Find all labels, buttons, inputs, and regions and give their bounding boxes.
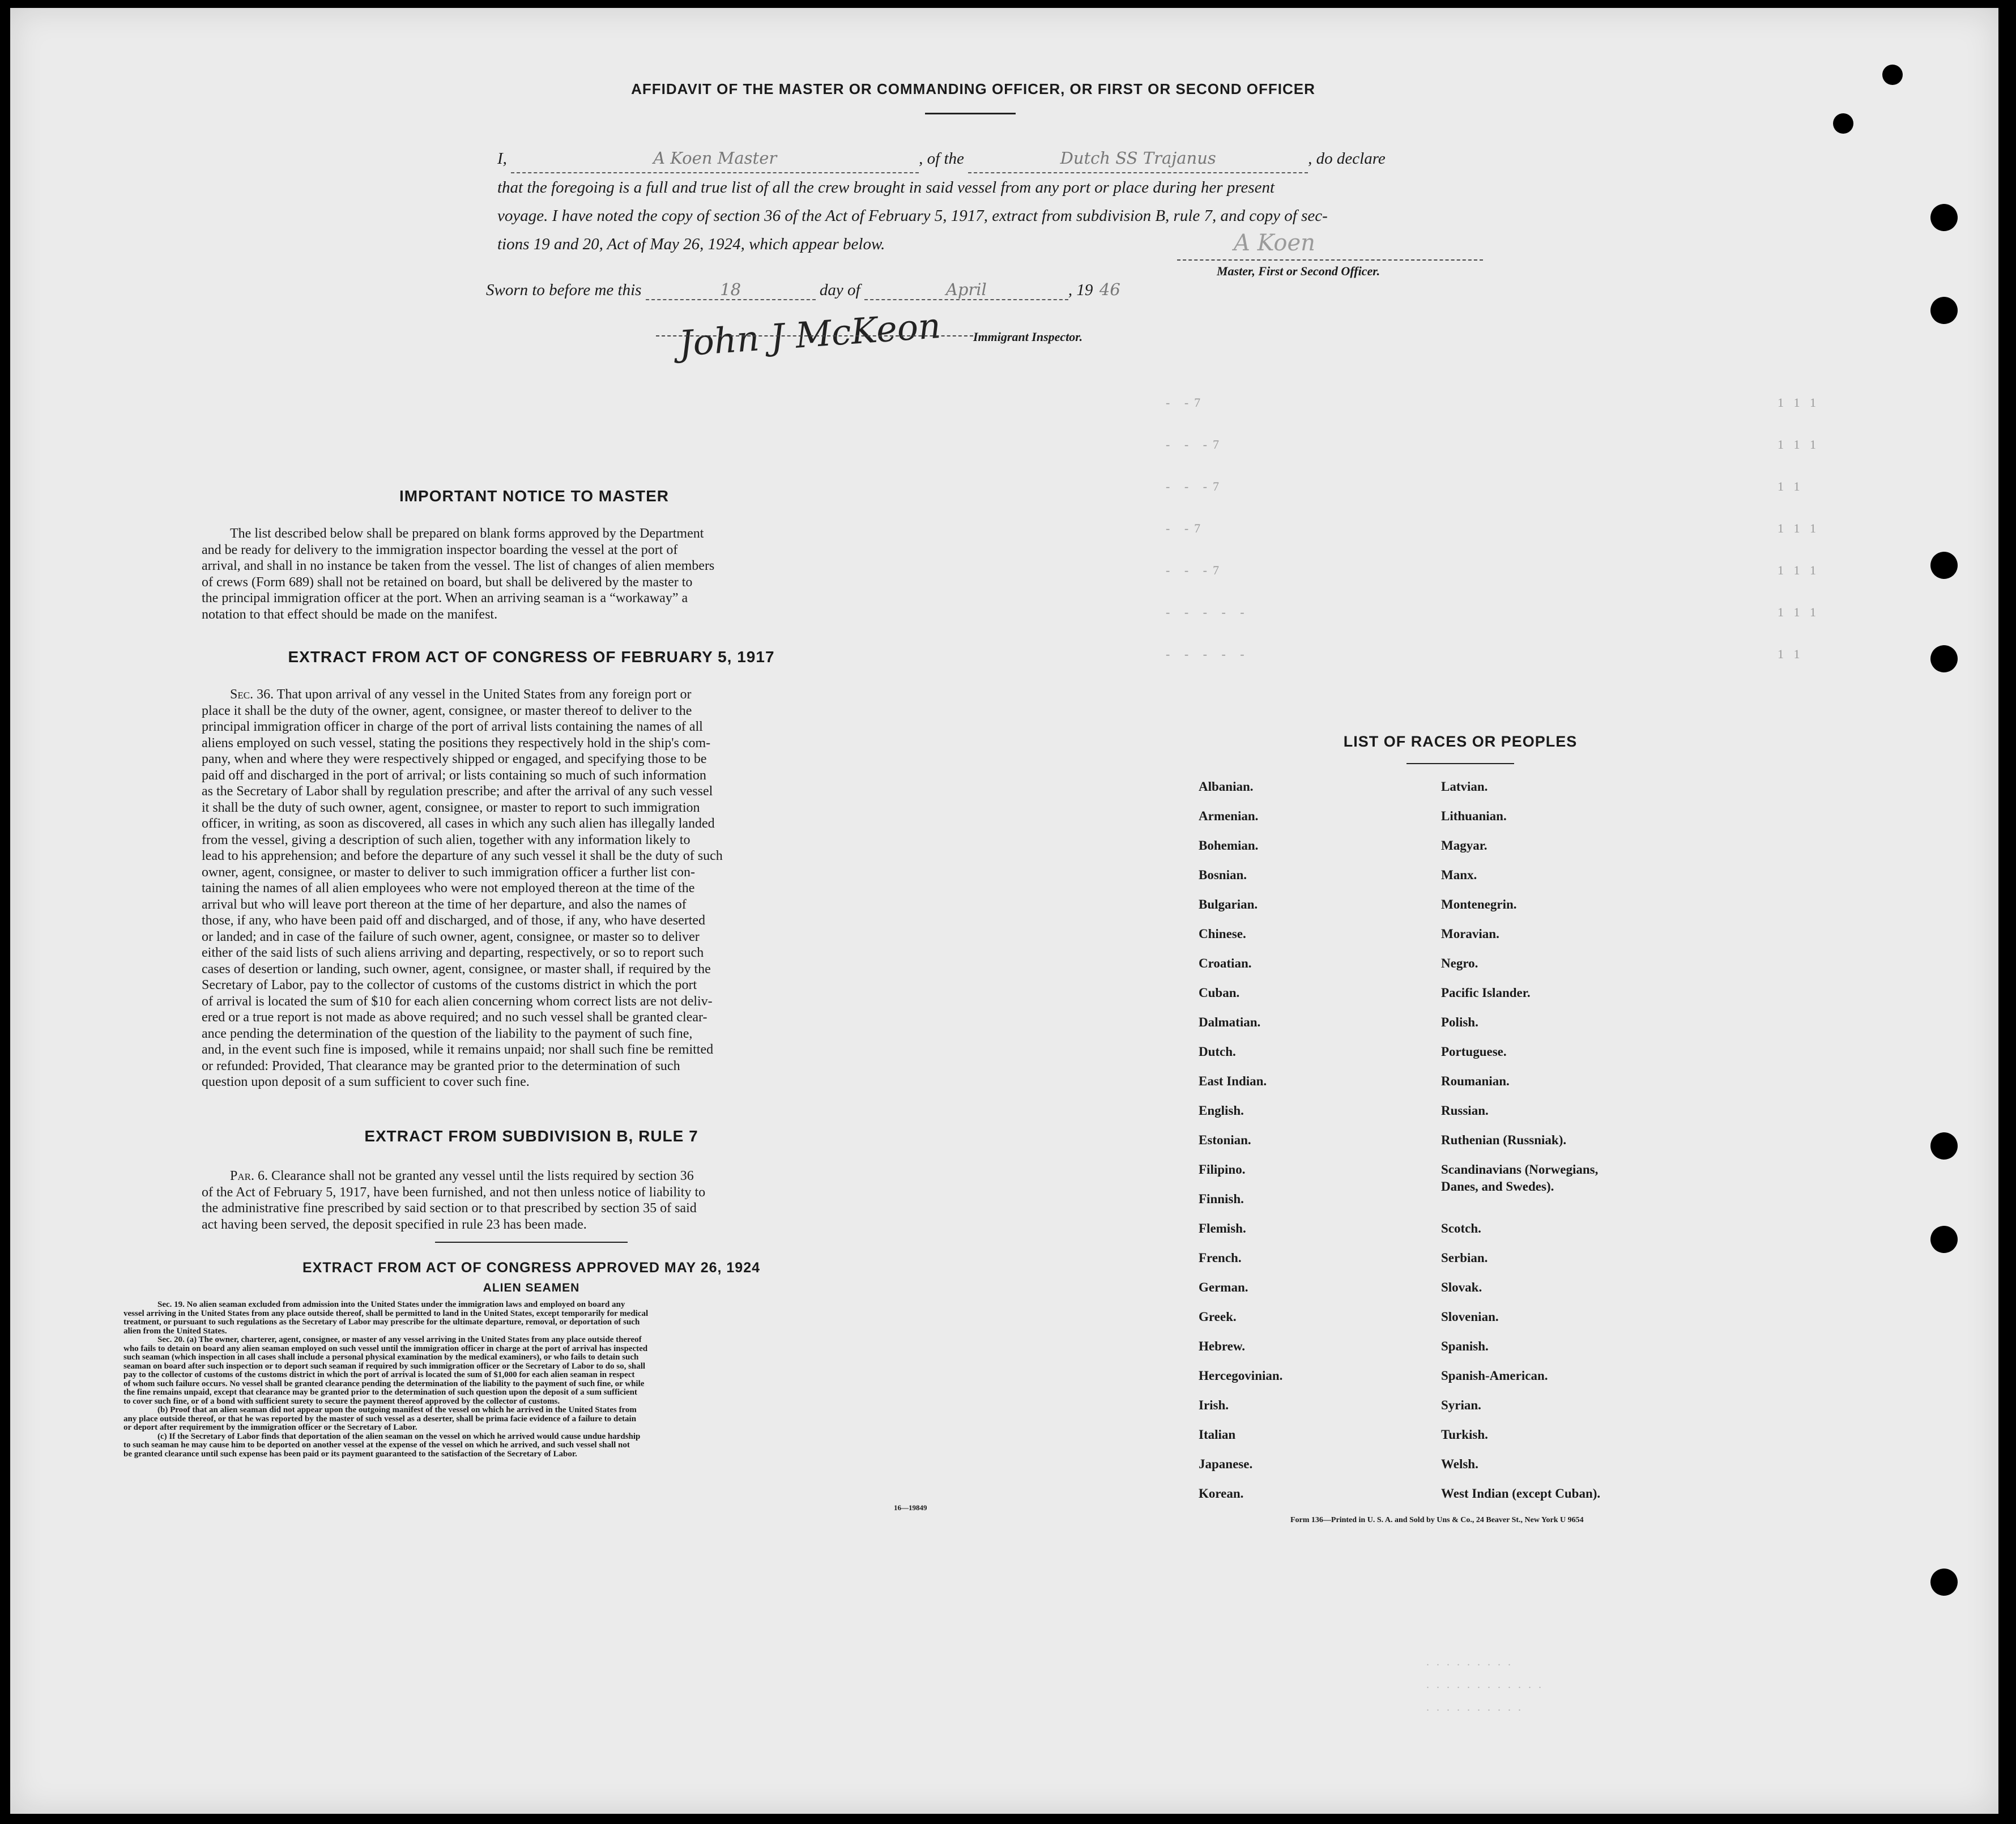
notice-line: the principal immigration officer at the port. When an arriving seaman is a “workaway” a [202,591,688,606]
race-item: Negro. [1441,956,1478,970]
race-item: Scandinavians (Norwegians, [1441,1162,1599,1177]
race-item: West Indian (except Cuban). [1441,1486,1601,1501]
race-item: Welsh. [1441,1457,1478,1471]
extract-1924-line: of whom such failure occurs. No vessel shall be granted clearance pending the determination of the liability to the payment of such fine, or while [123,1379,645,1388]
master-signature-line [1177,259,1483,261]
notice-heading: IMPORTANT NOTICE TO MASTER [399,487,670,505]
race-item: English. [1199,1103,1244,1118]
subdivision-text [202,1168,859,1233]
form-footer: Form 136—Printed in U. S. A. and Sold by Uns & Co., 24 Beaver St., New York U 9654 [1290,1516,1584,1524]
race-item: Portuguese. [1441,1045,1507,1059]
race-item: Turkish. [1441,1427,1488,1442]
extract-1924-form-code: 16—19849 [894,1503,927,1512]
do-declare-label: , do declare [1308,150,1386,168]
declaration-block [497,144,1517,258]
race-item: Roumanian. [1441,1074,1510,1088]
extract-1924-line: to cover such fine, or of a bond with sufficient surety to secure the payment thereof approved by the collector of customs. [123,1396,560,1406]
races-rule [1406,763,1514,764]
race-item: Japanese. [1199,1457,1253,1471]
punch-hole [1930,1226,1958,1253]
race-item: Magyar. [1441,838,1488,853]
extract-1924-line: to such seaman he may cause him to be deported on another vessel at the expense of the vessel on which he arrived, and such vessel shall not [123,1441,630,1450]
race-item: Lithuanian. [1441,809,1507,823]
race-item: Slovenian. [1441,1310,1499,1324]
race-item: Korean. [1199,1486,1244,1501]
race-item: Chinese. [1199,927,1246,941]
title-rule [925,113,1016,114]
extract-1917-text [202,687,859,1090]
notice-line: arrival, and shall in no instance be taken from the vessel. The list of changes of alien members [202,559,715,573]
race-item: Armenian. [1199,809,1259,823]
race-item: Finnish. [1199,1192,1244,1206]
extract-1924-line: or deport after requirement by the immigration officer or the Secretary of Labor. [123,1423,417,1432]
race-item: Bosnian. [1199,868,1247,882]
extract-1917-line: aliens employed on such vessel, stating the positions they respectively hold in the ship's com- [202,735,711,751]
sworn-year-field[interactable]: 46 [1099,280,1120,299]
extract-1917-line: place it shall be the duty of the owner, agent, consignee, or master thereof to deliver to the [202,703,692,718]
race-item: Spanish. [1441,1339,1489,1353]
inspector-label: Immigrant Inspector. [973,330,1083,344]
inspector-signature: John J McKeon [677,304,943,365]
extract-1924-subheading: ALIEN SEAMEN [483,1281,580,1294]
extract-1924-line: such seaman (which inspection in all cases shall include a personal physical examination by the medical examiners), or who fails to detain such [123,1353,639,1362]
race-item: East Indian. [1199,1074,1267,1088]
extract-1917-line: taining the names of all alien employees who were not employed thereon at the time of the [202,881,695,896]
punch-hole [1930,1132,1958,1160]
race-item: Flemish. [1199,1221,1246,1235]
subdivision-line: the administrative fine prescribed by said section or to that prescribed by section 35 of said [202,1201,697,1216]
extract-1924-line: be granted clearance until such expense has been paid or its payment guaranteed to the satisfaction of the Secretary of Labor. [123,1449,577,1459]
notice-line: notation to that effect should be made on the manifest. [202,607,498,622]
of-the-label: , of the [919,150,964,168]
race-item: Irish. [1199,1398,1229,1412]
extract-1924-line: vessel arriving in the United States from any place outside thereof, shall be permitted to land in the United States, except temporarily for medical [123,1309,649,1318]
race-item: Estonian. [1199,1133,1251,1147]
race-item: Manx. [1441,868,1477,882]
race-item: Moravian. [1441,927,1499,941]
extract-1917-line: either of the said lists of such aliens arriving and departing, respectively, or so to report such [202,945,704,960]
master-signature: A Koen [1234,230,1315,256]
race-item: German. [1199,1280,1248,1294]
race-item: Dutch. [1199,1045,1236,1059]
declaration-line-2: that the foregoing is a full and true list of all the crew brought in said vessel from any port or place during her present [497,178,1275,197]
race-item: Greek. [1199,1310,1237,1324]
punch-hole [1930,204,1958,231]
race-item: Bulgarian. [1199,897,1258,911]
race-item: Albanian. [1199,779,1254,794]
race-item: Russian. [1441,1103,1489,1118]
notice-text [202,526,859,623]
bleed-through-marks: 1 1 1 1 1 1 1 1 1 1 1 1 1 1 1 1 1 1 1 [1778,395,1819,661]
sec-36-label: Sec. 36. [230,687,274,702]
race-item: Hebrew. [1199,1339,1245,1353]
extract-1917-line: paid off and discharged in the port of arrival; or lists containing so much of such information [202,768,706,783]
extract-1924-line: who fails to detain on board any alien seaman employed on such vessel until the immigration officer in charge at the port of arrival has inspected [123,1344,648,1353]
notice-line: of crews (Form 689) shall not be retained on board, but shall be delivered by the master to [202,574,693,590]
race-item: Serbian. [1441,1251,1488,1265]
race-item: Scotch. [1441,1221,1481,1235]
extract-1917-line: Secretary of Labor, pay to the collector of customs of the customs district in which the port [202,978,697,992]
i-label: I, [497,150,507,168]
punch-hole [1930,297,1958,324]
race-item: Ruthenian (Russniak). [1441,1133,1567,1147]
extract-1917-line: officer, in writing, as soon as discovered, all cases in which any such alien has illegally landed [202,816,715,831]
extract-1917-line: or landed; and in case of the failure of such owner, agent, consignee, or master so to deliver [202,929,700,944]
extract-1917-line: as the Secretary of Labor shall by regulation prescribe; and after the arrival of any such vessel [202,784,713,799]
extract-1924-line: treatment, or pursuant to such regulations as the Secretary of Labor may prescribe for the ultimate departure, removal, or deportation of such [123,1318,640,1327]
race-item: Spanish-American. [1441,1369,1548,1383]
sworn-month-field[interactable]: April [864,280,1068,300]
race-item: Italian [1199,1427,1236,1442]
race-item: Croatian. [1199,956,1252,970]
extract-1917-line: and, in the event such fine is imposed, while it remains unpaid; nor shall such fine be remitted [202,1042,714,1057]
extract-1917-line: question upon deposit of a sum sufficient to cover such fine. [202,1075,530,1089]
punch-hole [1930,645,1958,672]
extract-1924-text [123,1301,945,1459]
extract-1924-line: seaman on board after such inspection or to deport such seaman if required by such immigration officer or the Secretary of Labor to do so, shall [123,1361,646,1371]
extract-1924-line: the fine remains unpaid, except that clearance may be granted prior to the determination of such question upon the deposit of a sum sufficient [123,1388,637,1397]
sworn-day-field[interactable]: 18 [646,280,816,300]
day-of-label: day of [819,281,860,299]
subdivision-line: Clearance shall not be granted any vessel until the lists required by section 36 [271,1169,694,1183]
master-name-field[interactable]: A Koen Master [511,144,919,173]
notice-line: The list described below shall be prepared on blank forms approved by the Department [230,526,704,541]
punch-hole [1930,1569,1958,1596]
master-signature-label: Master, First or Second Officer. [1217,264,1380,278]
notice-line: and be ready for delivery to the immigration inspector boarding the vessel at the port of [202,542,678,557]
punch-hole [1833,113,1853,134]
subdivision-rule [435,1242,628,1243]
bleed-through-marks: . . . . . . . . . . . . . . . . . . . . . . . . . . . . . . . [1426,1656,1544,1714]
race-item: Slovak. [1441,1280,1482,1294]
extract-1917-line: ance pending the determination of the question of the liability to the payment of such fine, [202,1026,693,1041]
punch-hole [1930,552,1958,579]
extract-1917-line: of arrival is located the sum of $10 for each alien concerning whom correct lists are not deliv- [202,994,713,1009]
race-item: Cuban. [1199,986,1240,1000]
extract-1924-line: Sec. 19. No alien seaman excluded from admission into the United States under the immigration laws and employed on board any [157,1300,625,1309]
extract-1917-line: or refunded: Provided, That clearance may be granted prior to the determination of such [202,1058,680,1073]
extract-1917-line: it shall be the duty of such owner, agent, consignee, or master to report to such immigration [202,800,700,815]
race-item: Dalmatian. [1199,1015,1261,1029]
sworn-line [486,280,1127,300]
race-item: Montenegrin. [1441,897,1517,911]
extract-1917-line: cases of desertion or landing, such owner, agent, consignee, or master shall, if required by the [202,961,711,977]
document-page [10,8,1998,1814]
race-item: Bohemian. [1199,838,1259,853]
extract-1924-line: (c) If the Secretary of Labor finds that deportation of the alien seaman on the vessel on which he arrived would cause undue hardship [157,1431,641,1441]
extract-1917-line: lead to his apprehension; and before the departure of any such vessel it shall be the duty of such [202,849,723,863]
sworn-label: Sworn to before me this [486,281,642,299]
subdivision-heading: EXTRACT FROM SUBDIVISION B, RULE 7 [364,1127,698,1145]
declaration-line-3: voyage. I have noted the copy of section 36 of the Act of February 5, 1917, extract from subdivision B, rule 7, and copy of sec- [497,207,1328,225]
extract-1924-line: Sec. 20. (a) The owner, charterer, agent, consignee, or master of any vessel arriving in the United States from any place outside thereof [157,1335,642,1344]
declaration-line-1 [497,144,1517,173]
subdivision-line: act having been served, the deposit specified in rule 23 has been made. [202,1217,587,1232]
race-item: Hercegovinian. [1199,1369,1283,1383]
punch-hole [1882,65,1903,85]
extract-1917-line: arrival but who will leave port thereon at the time of her departure, and also the names of [202,897,687,912]
year-prefix-label: , 19 [1068,281,1093,299]
extract-1924-line: (b) Proof that an alien seaman did not appear upon the outgoing manifest of the vessel on which he arrived in the United States from [157,1405,637,1414]
par-6-label: Par. 6. [230,1169,268,1183]
bleed-through-marks: - -7 - - -7 - - -7 - -7 - - -7 - - - - - - - - - - [1166,395,1250,661]
affidavit-title: AFFIDAVIT OF THE MASTER OR COMMANDING OFFICER, OR FIRST OR SECOND OFFICER [631,80,1315,97]
extract-1924-line: pay to the collector of customs of the customs district in which the port of arrival is located the sum of $1,000 for each alien seaman in respect [123,1370,635,1379]
extract-1917-line: principal immigration officer in charge of the port of arrival lists containing the names of all [202,719,703,734]
inspector-signature-line [656,335,973,336]
race-item: Polish. [1441,1015,1478,1029]
extract-1924-line: alien from the United States. [123,1326,227,1336]
race-item: Syrian. [1441,1398,1481,1412]
vessel-name-field[interactable]: Dutch SS Trajanus [968,144,1308,173]
race-item: Pacific Islander. [1441,986,1531,1000]
declaration-line-4: tions 19 and 20, Act of May 26, 1924, which appear below. [497,235,885,253]
race-item: French. [1199,1251,1242,1265]
race-item: Danes, and Swedes). [1441,1179,1554,1194]
subdivision-line: of the Act of February 5, 1917, have been furnished, and not then unless notice of liability to [202,1184,706,1200]
extract-1917-line: That upon arrival of any vessel in the United States from any foreign port or [276,687,692,702]
extract-1924-heading: EXTRACT FROM ACT OF CONGRESS APPROVED MAY 26, 1924 [302,1260,761,1276]
extract-1917-heading: EXTRACT FROM ACT OF CONGRESS OF FEBRUARY 5, 1917 [288,648,775,666]
race-item: Filipino. [1199,1162,1246,1177]
race-item: Latvian. [1441,779,1488,794]
extract-1917-line: pany, when and where they were respectively shipped or engaged, and specifying those to be [202,752,707,766]
extract-1917-line: those, if any, who have been paid off and discharged, and of those, if any, who have deserted [202,913,706,928]
extract-1917-line: from the vessel, giving a description of such alien, together with any information likely to [202,832,691,847]
extract-1924-line: any place outside thereof, or that he was reported by the master of such vessel as a deserter, shall be prima facie evidence of a failure to detain [123,1414,637,1424]
extract-1917-line: ered or a true report is not made as above required; and no such vessel shall be granted clear- [202,1010,707,1025]
races-heading: LIST OF RACES OR PEOPLES [1343,733,1578,750]
extract-1917-line: owner, agent, consignee, or master to deliver to such immigration officer a further list con- [202,864,695,880]
